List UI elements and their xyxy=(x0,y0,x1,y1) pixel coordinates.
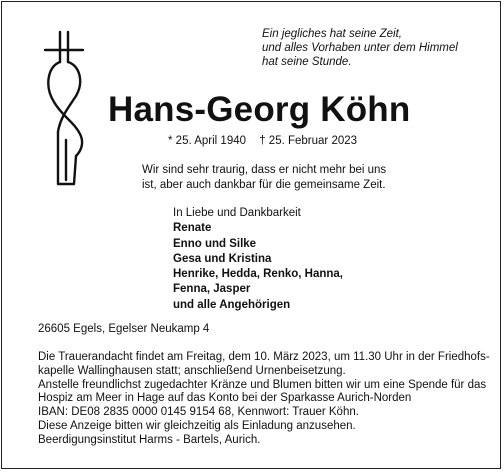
info-line: Hospiz am Meer in Hage auf das Konto bei der Sparkasse Aurich-Norden xyxy=(38,392,412,405)
info-line: Beerdigungsinstitut Harms - Bartels, Aurich. xyxy=(38,433,261,446)
family-address: 26605 Egels, Egelser Neukamp 4 xyxy=(38,323,210,335)
quote-line: Ein jegliches hat seine Zeit, xyxy=(262,28,402,40)
deceased-name: Hans-Georg Köhn xyxy=(108,90,411,129)
service-info xyxy=(38,351,490,448)
quote-line: hat seine Stunde. xyxy=(262,56,352,68)
mourner-name: Gesa und Kristina xyxy=(173,252,272,265)
obituary-notice xyxy=(1,1,501,469)
mourners-intro: In Liebe und Dankbarkeit xyxy=(173,207,301,219)
mourner-name: und alle Angehörigen xyxy=(173,298,291,311)
message-block xyxy=(142,163,386,193)
mourners-block xyxy=(173,206,343,313)
life-dates xyxy=(168,135,357,147)
info-line: IBAN: DE08 2835 0000 0145 9154 68, Kennwort: Trauer Köhn. xyxy=(38,406,359,419)
info-line: Die Trauerandacht findet am Freitag, dem 10. März 2023, um 11.30 Uhr in der Friedhofs- xyxy=(38,351,490,363)
mourner-name: Renate xyxy=(173,222,212,235)
message-line: Wir sind sehr traurig, dass er nicht mehr bei uns xyxy=(142,164,387,176)
death-date: † 25. Februar 2023 xyxy=(259,135,358,147)
info-line: kapelle Wallinghausen statt; anschließend Urnenbeisetzung. xyxy=(38,364,346,377)
quote-block xyxy=(262,27,482,69)
mourner-name: Henrike, Hedda, Renko, Hanna, xyxy=(173,268,343,281)
mourner-name: Enno und Silke xyxy=(173,237,257,250)
stylized-cross-icon xyxy=(40,30,90,190)
quote-line: und alles Vorhaben unter dem Himmel xyxy=(262,42,458,54)
birth-date: * 25. April 1940 xyxy=(168,135,247,147)
mourner-name: Fenna, Jasper xyxy=(173,283,251,296)
info-line: Diese Anzeige bitten wir gleichzeitig als Einladung anzusehen. xyxy=(38,419,356,432)
info-line: Anstelle freundlichst zugedachter Kränze und Blumen bitten wir um eine Spende für das xyxy=(38,378,487,391)
message-line: ist, aber auch dankbar für die gemeinsame Zeit. xyxy=(142,179,386,191)
